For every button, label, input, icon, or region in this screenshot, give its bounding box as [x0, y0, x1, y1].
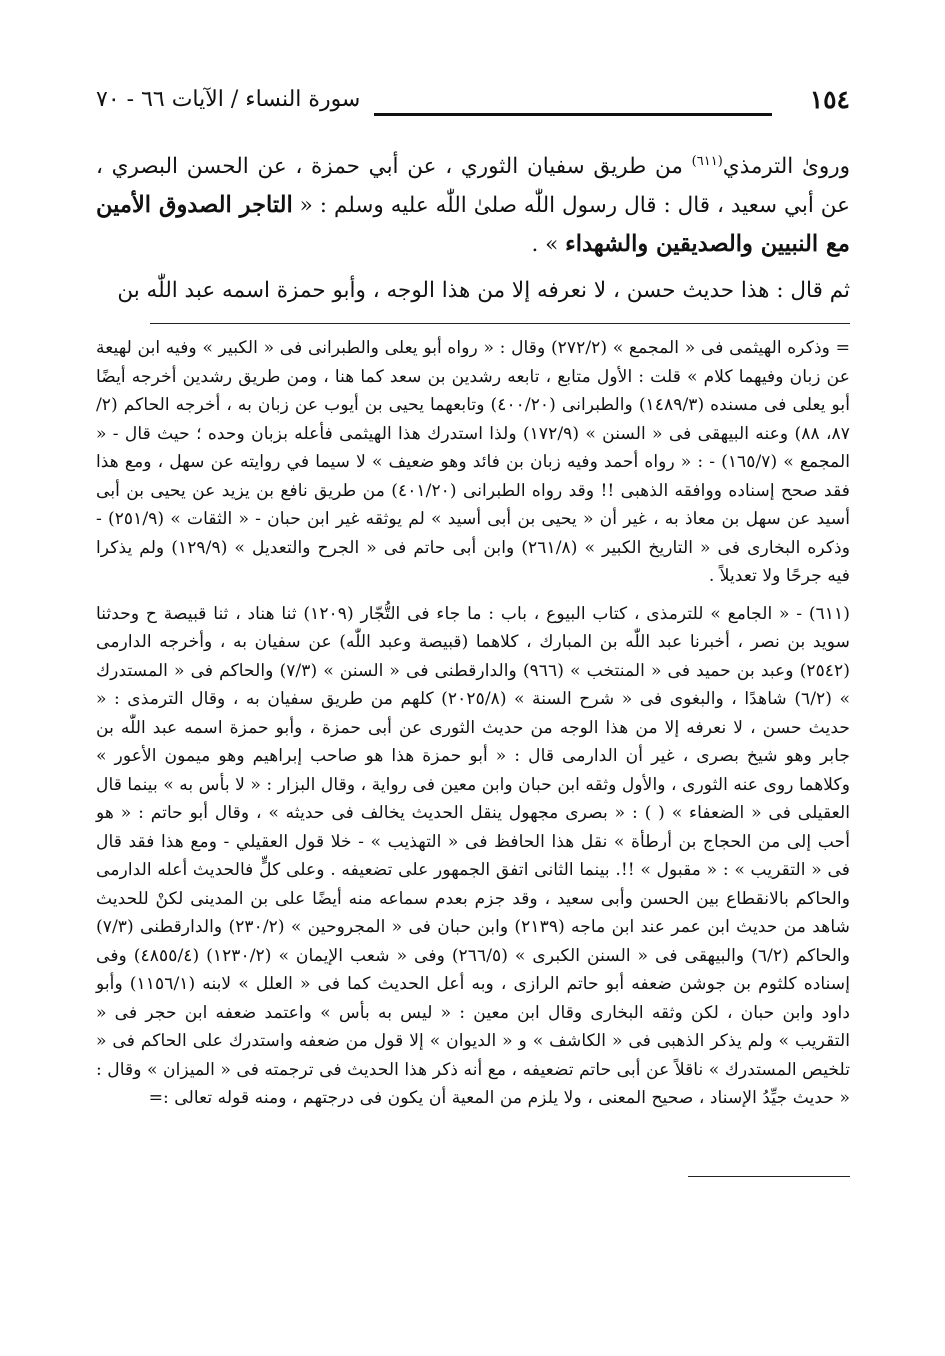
footnote-reference-611[interactable]: (٦١١) — [691, 154, 723, 169]
footnote-end-rule — [688, 1176, 850, 1177]
main-p1-middle: من طريق سفيان الثوري ، عن أبي حمزة ، عن الحسن البصري ، عن أبي سعيد ، قال : قال رسول اللّٰه صلىٰ اللّٰه عليه وسلم : « — [96, 154, 850, 219]
main-paragraph-1 — [96, 142, 850, 264]
header-rule — [374, 97, 772, 116]
running-title: سورة النساء / الآيات ٦٦ - ٧٠ — [96, 87, 361, 112]
footnote-separator — [150, 323, 850, 324]
book-page — [96, 72, 850, 1113]
main-text — [96, 142, 850, 310]
main-p1-end: » . — [531, 232, 566, 258]
footnote-continued: = وذكره الهيثمى فى « المجمع » (٢٧٢/٢) وقال : « رواه أبو يعلى والطبرانى فى « الكبير » وفيه ابن لهيعة عن زبان وفيهما كلام » قلت : الأول متابع ، تابعه رشدين بن سعد كما هنا ، ومن طريق رشدين أخرجه أيضًا أبو يعلى فى مسنده (١٤٨٩/٣) والطبرانى (٤٠٠/٢٠) وتابعهما يحيى بن أيوب عن زبان به ، أخرجه الحاكم (٢/ ٨٧، ٨٨) وعنه البيهقى فى « السنن » (١٧٢/٩) ولذا استدرك هذا الهيثمى فأعله بزبان وحده ؛ حيث قال - « المجمع » (١٦٥/٧) - : « رواه أحمد وفيه زبان بن فائد وهو ضعيف » لا سيما في روايته عن سهل ، ومع هذا فقد صحح إسناده ووافقه الذهبى !! وقد رواه الطبرانى (٤٠١/٢٠) من طريق نافع بن يزيد عن يحيى بن أبى أسيد عن سهل بن معاذ به ، غير أن « يحيى بن أبى أسيد » لم يوثقه غير ابن حبان - « الثقات » (٢٥١/٩) - وذكره البخارى فى « التاريخ الكبير » (٢٦١/٨) وابن أبى حاتم فى « الجرح والتعديل » (١٢٩/٩) ولم يذكرا فيه جرحًا ولا تعديلاً . — [96, 338, 850, 587]
footnotes — [96, 334, 850, 1113]
footnote-611: (٦١١) - « الجامع » للترمذى ، كتاب البيوع ، باب : ما جاء فى التُّجّار (١٢٠٩) ثنا هناد ، ثنا قبيصة ح وحدثنا سويد بن نصر ، أخبرنا عبد اللّٰه بن المبارك ، كلاهما (قبيصة وعبد اللّٰه) عن سفيان به ، وأخرجه الدارمى (٢٥٤٢) وعبد بن حميد فى « المنتخب » (٩٦٦) والدارقطنى فى « السنن » (٧/٣) والحاكم فى « المستدرك » (٦/٢) شاهدًا ، والبغوى فى « شرح السنة » (٢٠٢٥/٨) كلهم من طريق سفيان به ، وقال الترمذى : « حديث حسن ، لا نعرفه إلا من هذا الوجه من حديث الثورى عن أبى حمزة ، وأبو حمزة اسمه عبد اللّٰه بن جابر وهو شيخ بصرى ، غير أن الدارمى قال : « أبو حمزة هذا هو صاحب إبراهيم وهو ميمون الأعور » وكلاهما روى عنه الثورى ، والأول وثقه ابن حبان وابن معين فى رواية ، وقال البزار : « لا بأس به » بينما قال العقيلى فى « الضعفاء » ( ) : « بصرى مجهول ينقل الحديث يخالف فى حديثه » ، وقال أبو حاتم : « هو أحب إلى من الحجاج بن أرطأة » نقل هذا الحافظ فى « التهذيب » - خلا قول العقيلي - ومع هذا فقد قال فى « التقريب » : « مقبول » !!. بينما الثانى اتفق الجمهور على تضعيفه . وعلى كلٍّ فالحديث أعله الدارمى والحاكم بالانقطاع بين الحسن وأبى سعيد ، وقد جزم بعدم سماعه منه أيضًا على بن المدينى لكنْ للحديث شاهد من حديث ابن عمر عند ابن ماجه (٢١٣٩) وابن حبان فى « المجروحين » (٢٣٠/٢) والدارقطنى (٧/٣) والحاكم (٦/٢) والبيهقى فى « السنن الكبرى » (٢٦٦/٥) وفى « شعب الإيمان » (١٢٣٠/٢) (٤٨٥٥/٤) وفى إسناده كلثوم بن جوشن ضعفه أبو حاتم الرازى ، وبه أعل الحديث كما فى « العلل » لابنه (١١٥٦/١) وأبو داود وابن حبان ، لكن وثقه البخارى وقال ابن معين : « ليس به بأس » واعتمد ضعفه ابن حجر فى « التقريب » ولم يذكر الذهبى فى « الكاشف » و « الديوان » إلا قول من ضعفه واستدرك على الحاكم فى « تلخيص المستدرك » ناقلاً عن أبى حاتم تضعيفه ، مع أنه ذكر هذا الحديث فى ترجمته فى « الميزان » وقال : « حديث جيِّدُ الإسناد ، صحيح المعنى ، ولا يلزم من المعية أن يكون فى درجتهم ، ومنه قوله تعالى := — [96, 603, 851, 1109]
main-paragraph-2: ثم قال : هذا حديث حسن ، لا نعرفه إلا من هذا الوجه ، وأبو حمزة اسمه عبد اللّٰه بن — [117, 278, 850, 304]
hadith-quote: التاجر الصدوق الأمين مع النبيين والصديقين والشهداء — [96, 192, 850, 258]
page-number: ١٥٤ — [809, 85, 850, 114]
main-p1-start: وروىٰ الترمذي — [722, 154, 850, 180]
page-header — [96, 72, 850, 116]
